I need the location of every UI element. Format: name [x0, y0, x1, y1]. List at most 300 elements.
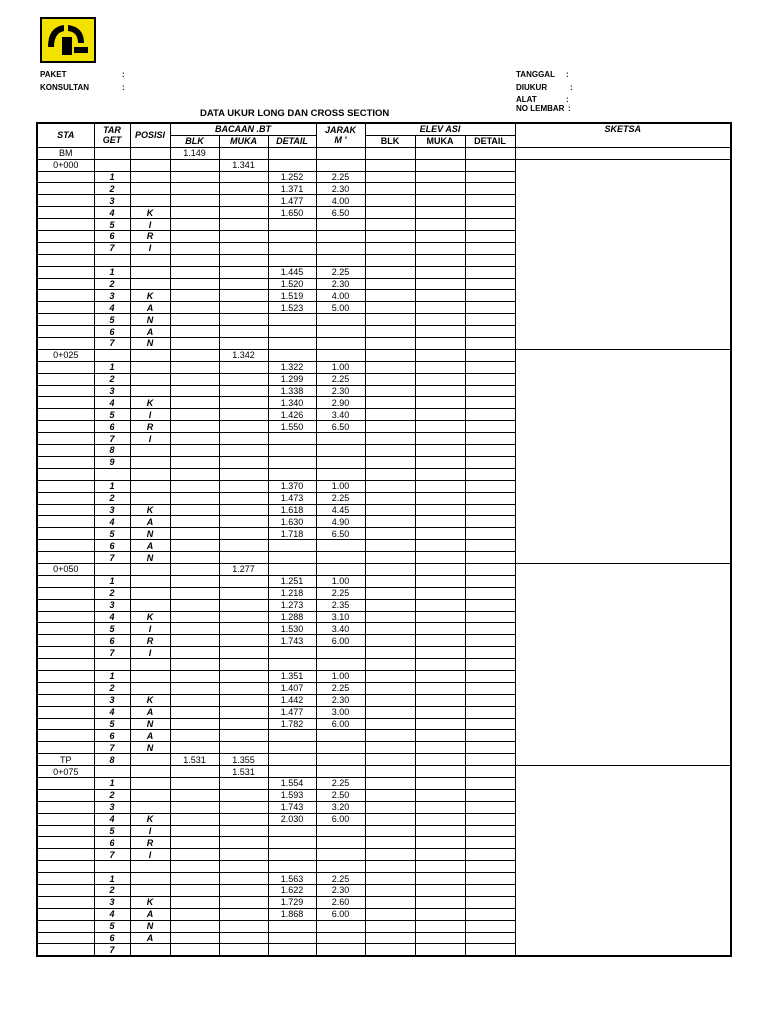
bacaan-detail-cell: 1.370	[268, 480, 316, 492]
target-cell	[94, 254, 130, 266]
elev-blk-cell	[365, 766, 415, 778]
bacaan-blk-cell	[170, 563, 219, 575]
bacaan-muka-cell	[219, 718, 268, 730]
posisi-cell: N	[130, 528, 170, 540]
sta-cell	[37, 171, 94, 183]
bacaan-detail-cell	[268, 944, 316, 956]
elev-muka-cell	[415, 231, 465, 243]
target-cell	[94, 468, 130, 480]
jarak-cell: 4.00	[316, 195, 365, 207]
pu-logo-icon	[40, 17, 96, 63]
elev-blk-cell	[365, 896, 415, 908]
bacaan-muka-cell	[219, 825, 268, 837]
bacaan-detail-cell	[268, 742, 316, 754]
posisi-cell	[130, 159, 170, 171]
bacaan-blk-cell	[170, 338, 219, 350]
sta-cell	[37, 266, 94, 278]
posisi-cell: N	[130, 718, 170, 730]
elev-muka-cell	[415, 849, 465, 861]
elev-detail-cell	[465, 409, 515, 421]
bacaan-blk-cell	[170, 314, 219, 326]
jarak-cell: 6.00	[316, 908, 365, 920]
target-cell: 5	[94, 314, 130, 326]
bacaan-blk-cell	[170, 885, 219, 897]
sta-cell	[37, 492, 94, 504]
elev-blk-cell	[365, 706, 415, 718]
target-cell: 6	[94, 635, 130, 647]
elev-detail-cell	[465, 575, 515, 587]
jarak-cell	[316, 563, 365, 575]
bacaan-blk-cell	[170, 552, 219, 564]
elev-muka-cell	[415, 373, 465, 385]
bacaan-blk-cell	[170, 361, 219, 373]
bacaan-muka-cell	[219, 361, 268, 373]
jarak-cell: 6.50	[316, 528, 365, 540]
jarak-cell	[316, 754, 365, 766]
bacaan-muka-cell	[219, 849, 268, 861]
elev-muka-cell	[415, 873, 465, 885]
bacaan-blk-cell	[170, 480, 219, 492]
sketsa-cell	[515, 147, 731, 159]
elev-muka-cell	[415, 718, 465, 730]
bacaan-muka-cell	[219, 516, 268, 528]
target-cell: 7	[94, 944, 130, 956]
bacaan-detail-cell: 1.371	[268, 183, 316, 195]
elev-blk-cell	[365, 777, 415, 789]
bacaan-muka-cell	[219, 587, 268, 599]
target-cell: 6	[94, 326, 130, 338]
elev-blk-cell	[365, 219, 415, 231]
target-cell: 2	[94, 492, 130, 504]
bacaan-muka-cell	[219, 492, 268, 504]
bacaan-muka-cell	[219, 932, 268, 944]
sta-cell	[37, 504, 94, 516]
posisi-cell: A	[130, 326, 170, 338]
bacaan-blk-cell	[170, 373, 219, 385]
elev-muka-cell	[415, 433, 465, 445]
elev-detail-cell	[465, 338, 515, 350]
elev-detail-cell	[465, 885, 515, 897]
elev-blk-cell	[365, 837, 415, 849]
bacaan-muka-cell	[219, 219, 268, 231]
sketsa-cell	[515, 766, 731, 957]
bacaan-detail-cell: 1.251	[268, 575, 316, 587]
target-cell: 5	[94, 409, 130, 421]
sta-cell	[37, 254, 94, 266]
bacaan-detail-cell	[268, 754, 316, 766]
posisi-cell	[130, 147, 170, 159]
bacaan-muka-cell	[219, 813, 268, 825]
elev-muka-cell	[415, 599, 465, 611]
elev-detail-cell	[465, 385, 515, 397]
elev-detail-cell	[465, 326, 515, 338]
elev-blk-cell	[365, 195, 415, 207]
survey-data-table	[36, 122, 732, 957]
target-cell: 7	[94, 552, 130, 564]
posisi-cell: I	[130, 623, 170, 635]
elev-detail-cell	[465, 682, 515, 694]
bacaan-muka-cell	[219, 837, 268, 849]
sta-cell: 0+050	[37, 563, 94, 575]
elev-blk-cell	[365, 647, 415, 659]
jarak-cell	[316, 647, 365, 659]
target-cell: 7	[94, 742, 130, 754]
jarak-cell: 4.00	[316, 290, 365, 302]
document-title: DATA UKUR LONG DAN CROSS SECTION	[200, 108, 390, 119]
bacaan-detail-cell: 1.519	[268, 290, 316, 302]
elev-detail-cell	[465, 659, 515, 671]
posisi-cell	[130, 492, 170, 504]
posisi-cell: R	[130, 421, 170, 433]
bacaan-detail-cell	[268, 861, 316, 873]
bacaan-muka-cell	[219, 290, 268, 302]
sta-cell	[37, 861, 94, 873]
col-bacaan-muka: MUKA	[219, 135, 268, 147]
bacaan-muka-cell	[219, 326, 268, 338]
posisi-cell	[130, 789, 170, 801]
jarak-cell	[316, 242, 365, 254]
jarak-cell: 6.00	[316, 718, 365, 730]
target-cell: 9	[94, 456, 130, 468]
posisi-cell: I	[130, 433, 170, 445]
sta-cell	[37, 670, 94, 682]
bacaan-muka-cell	[219, 338, 268, 350]
sta-cell	[37, 587, 94, 599]
elev-blk-cell	[365, 183, 415, 195]
bacaan-detail-cell: 1.530	[268, 623, 316, 635]
bacaan-blk-cell	[170, 718, 219, 730]
sta-cell	[37, 789, 94, 801]
target-cell: 3	[94, 385, 130, 397]
posisi-cell: I	[130, 242, 170, 254]
bacaan-blk-cell	[170, 825, 219, 837]
target-cell	[94, 766, 130, 778]
posisi-cell	[130, 254, 170, 266]
bacaan-blk-cell	[170, 468, 219, 480]
sta-cell	[37, 694, 94, 706]
elev-muka-cell	[415, 885, 465, 897]
bacaan-blk-cell	[170, 397, 219, 409]
elev-detail-cell	[465, 456, 515, 468]
elev-detail-cell	[465, 171, 515, 183]
elev-detail-cell	[465, 754, 515, 766]
elev-blk-cell	[365, 242, 415, 254]
elev-blk-cell	[365, 813, 415, 825]
jarak-cell	[316, 920, 365, 932]
elev-muka-cell	[415, 409, 465, 421]
sta-cell	[37, 231, 94, 243]
elev-detail-cell	[465, 254, 515, 266]
elev-detail-cell	[465, 813, 515, 825]
bacaan-muka-cell	[219, 278, 268, 290]
elev-detail-cell	[465, 920, 515, 932]
bacaan-muka-cell	[219, 242, 268, 254]
bacaan-blk-cell	[170, 266, 219, 278]
elev-muka-cell	[415, 611, 465, 623]
sta-cell: 0+000	[37, 159, 94, 171]
bacaan-blk-cell	[170, 302, 219, 314]
elev-muka-cell	[415, 492, 465, 504]
target-cell	[94, 147, 130, 159]
elev-muka-cell	[415, 195, 465, 207]
sta-cell	[37, 873, 94, 885]
posisi-cell	[130, 754, 170, 766]
bacaan-blk-cell	[170, 290, 219, 302]
elev-blk-cell	[365, 159, 415, 171]
elev-blk-cell	[365, 302, 415, 314]
elev-muka-cell	[415, 754, 465, 766]
bacaan-blk-cell	[170, 659, 219, 671]
sta-cell: 0+025	[37, 349, 94, 361]
jarak-cell	[316, 932, 365, 944]
elev-muka-cell	[415, 290, 465, 302]
bacaan-detail-cell: 1.550	[268, 421, 316, 433]
bacaan-detail-cell	[268, 825, 316, 837]
elev-blk-cell	[365, 421, 415, 433]
elev-muka-cell	[415, 932, 465, 944]
bacaan-muka-cell	[219, 896, 268, 908]
target-cell: 6	[94, 421, 130, 433]
jarak-cell	[316, 231, 365, 243]
bacaan-detail-cell: 1.782	[268, 718, 316, 730]
bacaan-muka-cell: 1.277	[219, 563, 268, 575]
posisi-cell: N	[130, 920, 170, 932]
bacaan-blk-cell	[170, 682, 219, 694]
elev-muka-cell	[415, 516, 465, 528]
bacaan-blk-cell	[170, 528, 219, 540]
posisi-cell	[130, 575, 170, 587]
bacaan-blk-cell	[170, 777, 219, 789]
elev-detail-cell	[465, 777, 515, 789]
sta-cell	[37, 278, 94, 290]
elev-muka-cell	[415, 694, 465, 706]
elev-detail-cell	[465, 825, 515, 837]
bacaan-muka-cell	[219, 670, 268, 682]
bacaan-muka-cell	[219, 682, 268, 694]
target-cell: 2	[94, 789, 130, 801]
target-cell: 1	[94, 171, 130, 183]
sta-cell	[37, 647, 94, 659]
elev-muka-cell	[415, 575, 465, 587]
sta-cell	[37, 326, 94, 338]
posisi-cell	[130, 278, 170, 290]
bacaan-muka-cell	[219, 540, 268, 552]
bacaan-muka-cell: 1.341	[219, 159, 268, 171]
elev-detail-cell	[465, 397, 515, 409]
bacaan-blk-cell	[170, 445, 219, 457]
elev-blk-cell	[365, 290, 415, 302]
posisi-cell: N	[130, 338, 170, 350]
jarak-cell: 2.90	[316, 397, 365, 409]
target-cell: 5	[94, 219, 130, 231]
bacaan-blk-cell	[170, 456, 219, 468]
bacaan-blk-cell: 1.531	[170, 754, 219, 766]
posisi-cell	[130, 766, 170, 778]
posisi-cell: K	[130, 290, 170, 302]
elev-blk-cell	[365, 326, 415, 338]
bacaan-muka-cell	[219, 706, 268, 718]
jarak-cell	[316, 326, 365, 338]
bacaan-muka-cell	[219, 944, 268, 956]
bacaan-muka-cell	[219, 254, 268, 266]
elev-detail-cell	[465, 849, 515, 861]
posisi-cell	[130, 385, 170, 397]
bacaan-blk-cell	[170, 813, 219, 825]
sta-cell	[37, 219, 94, 231]
bacaan-muka-cell	[219, 207, 268, 219]
bacaan-blk-cell	[170, 326, 219, 338]
elev-blk-cell	[365, 718, 415, 730]
jarak-cell: 2.25	[316, 587, 365, 599]
bacaan-muka-cell	[219, 147, 268, 159]
sta-cell	[37, 920, 94, 932]
col-sta: STA	[37, 123, 94, 147]
jarak-cell: 3.10	[316, 611, 365, 623]
bacaan-blk-cell	[170, 421, 219, 433]
bacaan-muka-cell	[219, 231, 268, 243]
sketsa-cell	[515, 159, 731, 349]
jarak-cell: 2.30	[316, 885, 365, 897]
target-cell: 7	[94, 647, 130, 659]
elev-blk-cell	[365, 730, 415, 742]
jarak-cell	[316, 338, 365, 350]
target-cell: 4	[94, 302, 130, 314]
elev-blk-cell	[365, 278, 415, 290]
sta-cell: 0+075	[37, 766, 94, 778]
elev-detail-cell	[465, 647, 515, 659]
elev-blk-cell	[365, 861, 415, 873]
elev-detail-cell	[465, 433, 515, 445]
jarak-cell	[316, 825, 365, 837]
sta-cell	[37, 908, 94, 920]
sta-cell	[37, 540, 94, 552]
alat-label: ALAT	[516, 95, 537, 104]
elev-muka-cell	[415, 682, 465, 694]
elev-detail-cell	[465, 552, 515, 564]
bacaan-blk-cell	[170, 599, 219, 611]
bacaan-blk-cell	[170, 837, 219, 849]
bacaan-muka-cell	[219, 789, 268, 801]
target-cell: 4	[94, 207, 130, 219]
bacaan-blk-cell	[170, 694, 219, 706]
elev-blk-cell	[365, 789, 415, 801]
jarak-cell: 4.45	[316, 504, 365, 516]
elev-muka-cell	[415, 623, 465, 635]
elev-detail-cell	[465, 873, 515, 885]
target-cell: 4	[94, 516, 130, 528]
bacaan-detail-cell: 1.650	[268, 207, 316, 219]
bacaan-detail-cell	[268, 433, 316, 445]
bacaan-detail-cell	[268, 445, 316, 457]
elev-muka-cell	[415, 456, 465, 468]
sketsa-cell	[515, 563, 731, 765]
col-elev-muka: MUKA	[415, 135, 465, 147]
elev-blk-cell	[365, 445, 415, 457]
sta-cell	[37, 433, 94, 445]
bacaan-muka-cell	[219, 599, 268, 611]
jarak-cell: 2.25	[316, 682, 365, 694]
elev-blk-cell	[365, 635, 415, 647]
bacaan-muka-cell	[219, 873, 268, 885]
sta-cell	[37, 730, 94, 742]
elev-detail-cell	[465, 278, 515, 290]
elev-detail-cell	[465, 932, 515, 944]
target-cell: 1	[94, 266, 130, 278]
bacaan-blk-cell	[170, 409, 219, 421]
elev-muka-cell	[415, 361, 465, 373]
bacaan-muka-cell	[219, 659, 268, 671]
elev-blk-cell	[365, 314, 415, 326]
bacaan-detail-cell: 1.743	[268, 635, 316, 647]
bacaan-blk-cell	[170, 159, 219, 171]
elev-muka-cell	[415, 314, 465, 326]
bacaan-blk-cell	[170, 789, 219, 801]
tanggal-colon: :	[566, 70, 569, 79]
elev-blk-cell	[365, 587, 415, 599]
posisi-cell: R	[130, 635, 170, 647]
jarak-cell: 1.00	[316, 575, 365, 587]
elev-blk-cell	[365, 338, 415, 350]
sta-cell	[37, 611, 94, 623]
posisi-cell: I	[130, 849, 170, 861]
bacaan-detail-cell	[268, 849, 316, 861]
sta-cell	[37, 516, 94, 528]
elev-blk-cell	[365, 801, 415, 813]
jarak-cell: 2.25	[316, 492, 365, 504]
elev-muka-cell	[415, 385, 465, 397]
elev-blk-cell	[365, 908, 415, 920]
diukur-colon: :	[570, 83, 573, 92]
jarak-cell	[316, 254, 365, 266]
bacaan-detail-cell: 1.477	[268, 195, 316, 207]
bacaan-muka-cell: 1.342	[219, 349, 268, 361]
sta-cell	[37, 575, 94, 587]
sta-cell	[37, 706, 94, 718]
bacaan-blk-cell	[170, 540, 219, 552]
sta-cell	[37, 373, 94, 385]
elev-muka-cell	[415, 801, 465, 813]
sta-cell	[37, 528, 94, 540]
elev-muka-cell	[415, 944, 465, 956]
sta-cell	[37, 682, 94, 694]
jarak-cell	[316, 837, 365, 849]
jarak-cell	[316, 552, 365, 564]
bacaan-muka-cell	[219, 373, 268, 385]
target-cell: 4	[94, 397, 130, 409]
sta-cell	[37, 183, 94, 195]
target-cell: 6	[94, 540, 130, 552]
elev-muka-cell	[415, 742, 465, 754]
posisi-cell	[130, 361, 170, 373]
jarak-cell: 2.30	[316, 183, 365, 195]
bacaan-muka-cell	[219, 528, 268, 540]
elev-detail-cell	[465, 694, 515, 706]
posisi-cell	[130, 944, 170, 956]
elev-blk-cell	[365, 825, 415, 837]
bacaan-blk-cell	[170, 944, 219, 956]
bacaan-muka-cell	[219, 647, 268, 659]
bacaan-muka-cell	[219, 183, 268, 195]
elev-blk-cell	[365, 361, 415, 373]
bacaan-blk-cell	[170, 183, 219, 195]
target-cell: 5	[94, 528, 130, 540]
posisi-cell	[130, 861, 170, 873]
elev-detail-cell	[465, 706, 515, 718]
table-row	[37, 159, 731, 171]
elev-detail-cell	[465, 349, 515, 361]
elev-muka-cell	[415, 421, 465, 433]
target-cell: 1	[94, 575, 130, 587]
